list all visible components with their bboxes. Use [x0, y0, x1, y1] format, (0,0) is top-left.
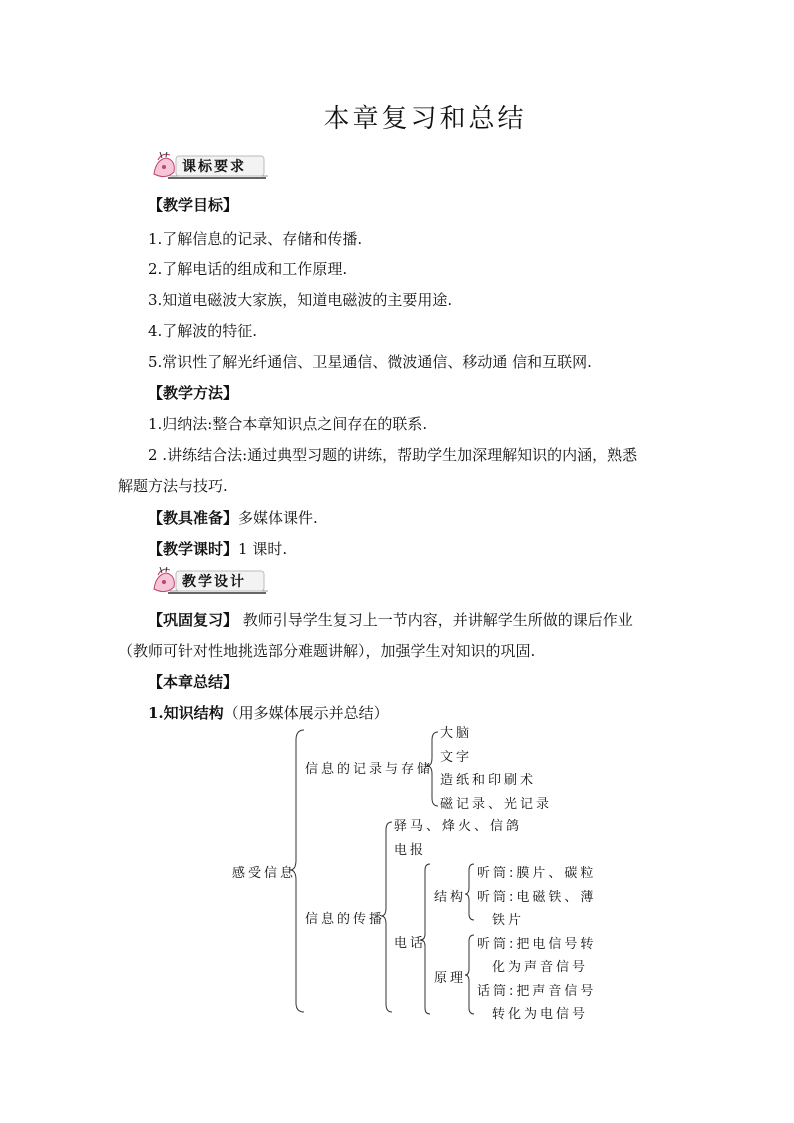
hours-text: 1 课时. [238, 540, 288, 558]
tree-record-item: 磁记录、光记录 [440, 797, 553, 812]
prep-heading: 【教具准备】 [148, 509, 239, 527]
tree-structure-line: 铁片 [492, 913, 525, 928]
tree-principle-line: 话筒:把声音信号 [477, 984, 597, 999]
goal-item: 1.了解信息的记录、存储和传播. [148, 230, 363, 248]
review-heading: 【巩固复习】 [148, 611, 239, 629]
principle-brace [465, 935, 474, 1014]
tree-structure-line: 听筒:膜片、碳粒 [477, 866, 597, 881]
summary-heading: 【本章总结】 [148, 673, 239, 691]
structure-brace [465, 864, 474, 920]
tree-phone-label: 电话 [394, 936, 427, 951]
goals-heading: 【教学目标】 [148, 196, 239, 214]
tree-record-item: 文字 [440, 750, 473, 765]
design-badge-label: 教学设计 [182, 574, 246, 590]
tree-spread-item: 驿马、烽火、信鸽 [394, 819, 523, 834]
tree-spread-item: 电报 [394, 843, 427, 858]
tree-spread-label: 信息的传播 [305, 912, 386, 927]
tree-principle-line: 转化为电信号 [492, 1007, 589, 1022]
tree-structure-label: 结构 [434, 890, 467, 905]
tree-principle-line: 化为声音信号 [492, 960, 589, 975]
method-item: 1.归纳法:整合本章知识点之间存在的联系. [148, 415, 428, 433]
method-item-continued: 解题方法与技巧. [118, 477, 228, 495]
goal-item: 2.了解电话的组成和工作原理. [148, 260, 348, 278]
goal-item: 5.常识性了解光纤通信、卫星通信、微波通信、移动通 信和互联网. [148, 353, 592, 371]
methods-heading: 【教学方法】 [148, 384, 239, 402]
page-title: 本章复习和总结 [323, 104, 527, 134]
tree-structure-line: 听筒:电磁铁、薄 [477, 890, 597, 905]
structure-label: 1.知识结构 [148, 704, 224, 722]
structure-note: （用多媒体展示并总结） [223, 704, 389, 722]
tree-record-item: 大脑 [440, 726, 473, 741]
review-text-continued: （教师可针对性地挑选部分难题讲解），加强学生对知识的巩固. [118, 642, 536, 660]
standards-badge-label: 课标要求 [182, 159, 246, 175]
method-item: 2 .讲练结合法:通过典型习题的讲练，帮助学生加深理解知识的内涵，熟悉 [148, 446, 638, 464]
tree-record-item: 造纸和印刷术 [440, 773, 537, 788]
tree-record-label: 信息的记录与存储 [305, 762, 434, 777]
prep-text: 多媒体课件. [238, 509, 318, 527]
tree-principle-line: 听筒:把电信号转 [477, 937, 597, 952]
tree-principle-label: 原理 [434, 971, 467, 986]
goal-item: 4.了解波的特征. [148, 322, 258, 340]
hours-heading: 【教学课时】 [148, 540, 239, 558]
tree-root: 感受信息 [232, 866, 297, 881]
review-text: 教师引导学生复习上一节内容，并讲解学生所做的课后作业 [238, 611, 633, 629]
goal-item: 3.知道电磁波大家族，知道电磁波的主要用途. [148, 291, 453, 309]
